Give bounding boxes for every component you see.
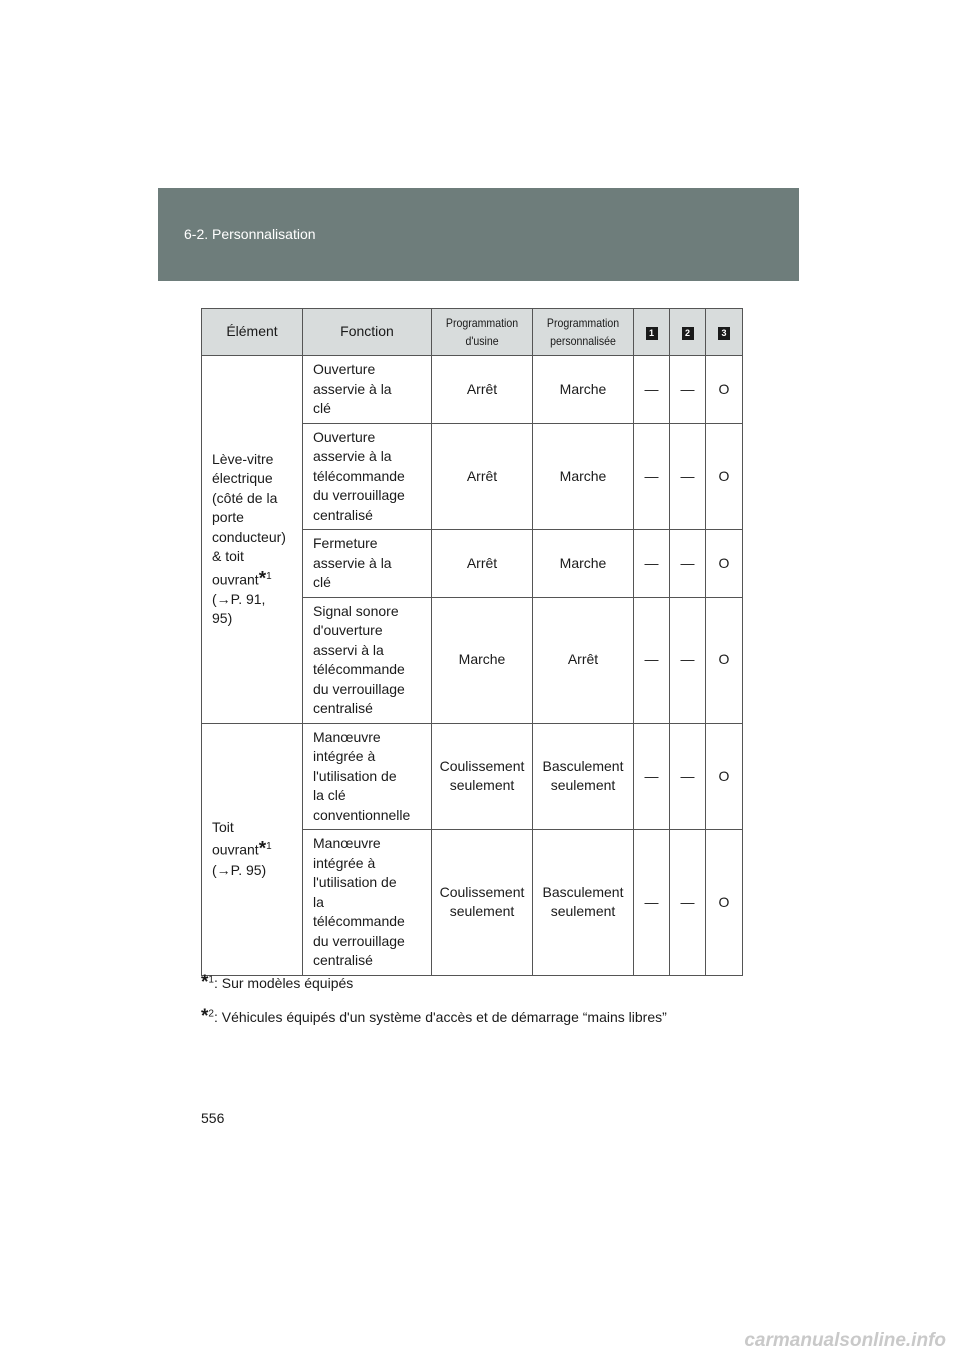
col-header-element: Élément bbox=[202, 309, 303, 356]
function-text-line: asservie à la bbox=[313, 448, 392, 464]
method-1-cell: — bbox=[634, 423, 670, 530]
function-cell bbox=[303, 423, 432, 530]
factory-setting-cell bbox=[432, 356, 533, 424]
custom-setting-line: seulement bbox=[550, 903, 616, 920]
function-text-line: centralisé bbox=[313, 506, 373, 523]
function-text-line: la bbox=[313, 893, 324, 910]
factory-setting-cell bbox=[432, 830, 533, 976]
function-cell bbox=[303, 530, 432, 598]
method-2-cell: — bbox=[670, 423, 706, 530]
element-text-line: Toit bbox=[212, 818, 234, 835]
element-ref-word: ouvrant bbox=[212, 571, 259, 588]
footnote-ref: 1 bbox=[266, 570, 272, 582]
footnote-ref: 1 bbox=[266, 841, 272, 853]
function-text-line: Manœuvre bbox=[313, 728, 381, 745]
element-text-line: conducteur) bbox=[212, 528, 286, 545]
custom-setting-cell bbox=[533, 723, 634, 830]
arrow-right-icon: → bbox=[216, 590, 231, 607]
method-1-cell: — bbox=[634, 723, 670, 830]
footnote-2-asterisk: * bbox=[201, 1006, 209, 1027]
factory-setting-line: Arrêt bbox=[466, 467, 498, 484]
col-header-custom-line1: Programmation bbox=[546, 315, 620, 330]
footnote-2-number: 2 bbox=[208, 1008, 214, 1020]
page-reference-line: P. 95) bbox=[230, 861, 267, 878]
factory-setting-line: Coulissement bbox=[439, 757, 525, 774]
method-1-cell: — bbox=[634, 530, 670, 598]
factory-setting-line: seulement bbox=[449, 903, 515, 920]
function-text-line: d'ouverture bbox=[313, 622, 383, 638]
customization-table bbox=[201, 308, 743, 976]
element-cell: Toit ouvrant*$^1$ (→P. 95) bbox=[202, 723, 303, 975]
function-text-line: Fermeture bbox=[313, 535, 378, 551]
col-header-badge-2 bbox=[670, 309, 706, 356]
function-text-line: du verrouillage bbox=[313, 932, 405, 949]
function-text-line: asservie à la bbox=[313, 554, 392, 571]
col-header-custom bbox=[533, 309, 634, 356]
footnote-1-number: 1 bbox=[208, 974, 214, 986]
badge-2-icon: 2 bbox=[682, 327, 694, 340]
function-text-line: intégrée à bbox=[313, 854, 376, 871]
custom-setting-cell bbox=[533, 830, 634, 976]
function-text-line: l'utilisation de bbox=[313, 874, 397, 890]
function-text-line: Ouverture bbox=[313, 361, 376, 377]
function-cell bbox=[303, 356, 432, 424]
footnote-asterisk: * bbox=[258, 568, 267, 590]
function-text-line: centralisé bbox=[313, 952, 373, 968]
custom-setting-cell bbox=[533, 423, 634, 530]
footnote-2 bbox=[201, 1006, 667, 1028]
factory-setting-cell bbox=[432, 423, 533, 530]
arrow-right-icon: → bbox=[216, 861, 231, 878]
footnote-asterisk: * bbox=[258, 839, 267, 861]
custom-setting-line: Marche bbox=[559, 467, 607, 484]
element-ref-word: ouvrant bbox=[212, 842, 259, 859]
col-header-factory-line1: Programmation bbox=[445, 315, 519, 330]
method-1-cell: — bbox=[634, 356, 670, 424]
col-header-fonction: Fonction bbox=[303, 309, 432, 356]
custom-setting-line: Basculement bbox=[542, 883, 624, 900]
function-text-line: télécommande bbox=[313, 661, 405, 677]
method-2-cell: — bbox=[670, 597, 706, 723]
method-3-cell: O bbox=[706, 423, 743, 530]
section-title: 6-2. Personnalisation bbox=[184, 226, 316, 242]
function-text-line: asservie à la bbox=[313, 380, 392, 397]
custom-setting-line: Arrêt bbox=[567, 651, 599, 668]
element-text-line: porte bbox=[212, 509, 244, 526]
section-header-band bbox=[158, 188, 799, 281]
function-text-line: du verrouillage bbox=[313, 487, 405, 503]
method-2-cell: — bbox=[670, 830, 706, 976]
footnote-1-text: : Sur modèles équipés bbox=[213, 975, 354, 991]
factory-setting-cell bbox=[432, 530, 533, 598]
function-text-line: la clé bbox=[313, 787, 346, 803]
page-reference-line: P. 91, bbox=[230, 590, 266, 607]
custom-setting-line: seulement bbox=[550, 777, 616, 794]
custom-setting-cell bbox=[533, 530, 634, 598]
element-cell: Lève-vitre électrique (côté de la porte conducteur) & toit ouvrant*$^1$ (→P. 91, 95) bbox=[202, 356, 303, 724]
footnote-1-asterisk: * bbox=[201, 972, 209, 993]
col-header-factory bbox=[432, 309, 533, 356]
custom-setting-line: Marche bbox=[559, 554, 607, 571]
footnote-2-text: : Véhicules équipés d'un système d'accès et de démarrage “mains libres” bbox=[213, 1009, 667, 1025]
badge-3-icon: 3 bbox=[718, 327, 730, 340]
method-2-cell: — bbox=[670, 723, 706, 830]
function-text-line: conventionnelle bbox=[313, 806, 411, 823]
col-header-custom-line2: personnalisée bbox=[550, 333, 616, 348]
function-text-line: clé bbox=[313, 574, 331, 590]
method-1-cell: — bbox=[634, 830, 670, 976]
method-3-cell: O bbox=[706, 356, 743, 424]
function-cell bbox=[303, 597, 432, 723]
custom-setting-cell bbox=[533, 597, 634, 723]
method-3-cell: O bbox=[706, 830, 743, 976]
custom-setting-cell bbox=[533, 356, 634, 424]
col-header-factory-line2: d'usine bbox=[465, 333, 499, 348]
function-text-line: Signal sonore bbox=[313, 602, 399, 619]
function-text-line: télécommande bbox=[313, 467, 405, 484]
table-row bbox=[202, 723, 743, 830]
col-header-badge-3 bbox=[706, 309, 743, 356]
custom-setting-line: Marche bbox=[559, 380, 607, 397]
function-text-line: asservi à la bbox=[313, 641, 384, 658]
table-row bbox=[202, 356, 743, 424]
function-text-line: centralisé bbox=[313, 700, 373, 716]
function-text-line: du verrouillage bbox=[313, 680, 405, 697]
element-text-line: Lève-vitre bbox=[212, 450, 274, 467]
col-header-badge-1 bbox=[634, 309, 670, 356]
factory-setting-cell bbox=[432, 723, 533, 830]
function-text-line: télécommande bbox=[313, 913, 405, 929]
page-reference-line: 95) bbox=[212, 610, 233, 627]
badge-1-icon: 1 bbox=[646, 327, 658, 340]
function-cell bbox=[303, 830, 432, 976]
factory-setting-line: Arrêt bbox=[466, 554, 498, 571]
element-text-line: (côté de la bbox=[212, 489, 278, 506]
function-cell bbox=[303, 723, 432, 830]
factory-setting-cell bbox=[432, 597, 533, 723]
footnotes bbox=[201, 972, 667, 1040]
custom-setting-line: Basculement bbox=[542, 757, 624, 774]
factory-setting-line: Arrêt bbox=[466, 380, 498, 397]
element-text-line: électrique bbox=[212, 470, 273, 487]
element-text-line: & toit bbox=[212, 548, 244, 565]
method-2-cell: — bbox=[670, 530, 706, 598]
method-3-cell: O bbox=[706, 597, 743, 723]
page-number: 556 bbox=[201, 1110, 225, 1126]
table-header-row bbox=[202, 309, 743, 356]
footnote-1 bbox=[201, 972, 667, 994]
method-3-cell: O bbox=[706, 530, 743, 598]
watermark: carmanualsonline.info bbox=[744, 1330, 946, 1351]
function-text-line: Manœuvre bbox=[313, 835, 381, 851]
factory-setting-line: Marche bbox=[458, 651, 506, 668]
function-text-line: Ouverture bbox=[313, 428, 376, 445]
method-3-cell: O bbox=[706, 723, 743, 830]
factory-setting-line: Coulissement bbox=[439, 883, 525, 900]
function-text-line: clé bbox=[313, 400, 331, 416]
factory-setting-line: seulement bbox=[449, 777, 515, 794]
function-text-line: intégrée à bbox=[313, 748, 376, 764]
function-text-line: l'utilisation de bbox=[313, 767, 397, 784]
method-2-cell: — bbox=[670, 356, 706, 424]
method-1-cell: — bbox=[634, 597, 670, 723]
